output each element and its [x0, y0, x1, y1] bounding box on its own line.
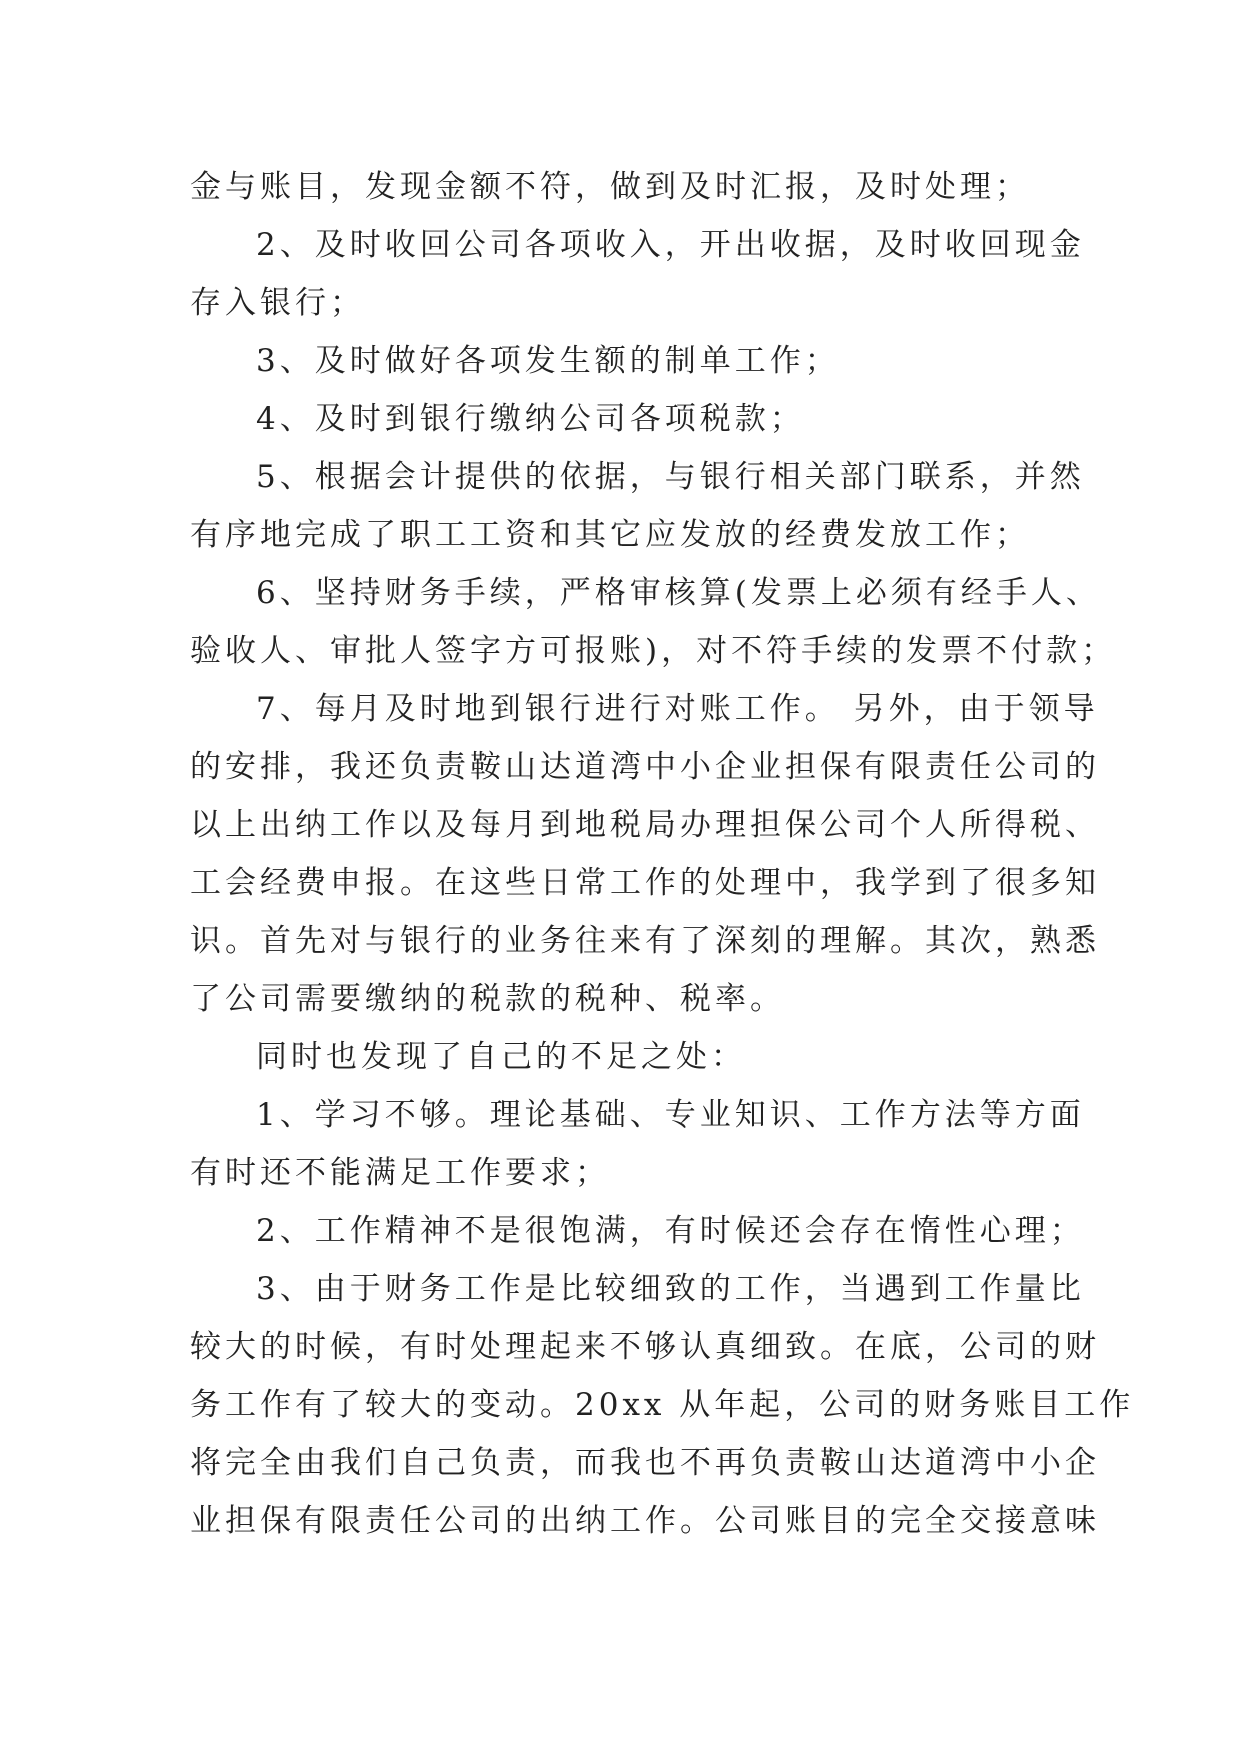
text-line: 3、由于财务工作是比较细致的工作，当遇到工作量比 [256, 1271, 1085, 1307]
text-line: 同时也发现了自己的不足之处： [256, 1039, 746, 1075]
text-line: 将完全由我们自己负责，而我也不再负责鞍山达道湾中小企 [190, 1445, 1100, 1481]
text-line: 有时还不能满足工作要求； [190, 1155, 610, 1191]
text-line: 2、及时收回公司各项收入，开出收据，及时收回现金 [256, 227, 1085, 263]
text-line: 3、及时做好各项发生额的制单工作； [256, 343, 840, 379]
text-line: 务工作有了较大的变动。20xx 从年起，公司的财务账目工作 [190, 1387, 1135, 1423]
text-line: 了公司需要缴纳的税款的税种、税率。 [190, 981, 785, 1017]
text-line: 金与账目，发现金额不符，做到及时汇报，及时处理； [190, 169, 1030, 205]
text-line: 业担保有限责任公司的出纳工作。公司账目的完全交接意味 [190, 1503, 1100, 1539]
text-line: 以上出纳工作以及每月到地税局办理担保公司个人所得税、 [190, 807, 1100, 843]
text-line: 工会经费申报。在这些日常工作的处理中，我学到了很多知 [190, 865, 1100, 901]
text-line: 的安排，我还负责鞍山达道湾中小企业担保有限责任公司的 [190, 749, 1100, 785]
text-line: 较大的时候，有时处理起来不够认真细致。在底，公司的财 [190, 1329, 1100, 1365]
text-line: 6、坚持财务手续，严格审核算(发票上必须有经手人、 [256, 575, 1101, 611]
text-line: 2、工作精神不是很饱满，有时候还会存在惰性心理； [256, 1213, 1085, 1249]
text-line: 5、根据会计提供的依据，与银行相关部门联系，并然 [256, 459, 1085, 495]
text-line: 验收人、审批人签字方可报账)，对不符手续的发票不付款； [190, 633, 1117, 669]
text-line: 识。首先对与银行的业务往来有了深刻的理解。其次，熟悉 [190, 923, 1100, 959]
text-line: 7、每月及时地到银行进行对账工作。 另外，由于领导 [256, 691, 1099, 727]
text-line: 存入银行； [190, 285, 365, 321]
text-line: 有序地完成了职工工资和其它应发放的经费发放工作； [190, 517, 1030, 553]
text-line: 1、学习不够。理论基础、专业知识、工作方法等方面 [256, 1097, 1085, 1133]
document-body [190, 158, 1135, 1550]
text-line: 4、及时到银行缴纳公司各项税款； [256, 401, 805, 437]
